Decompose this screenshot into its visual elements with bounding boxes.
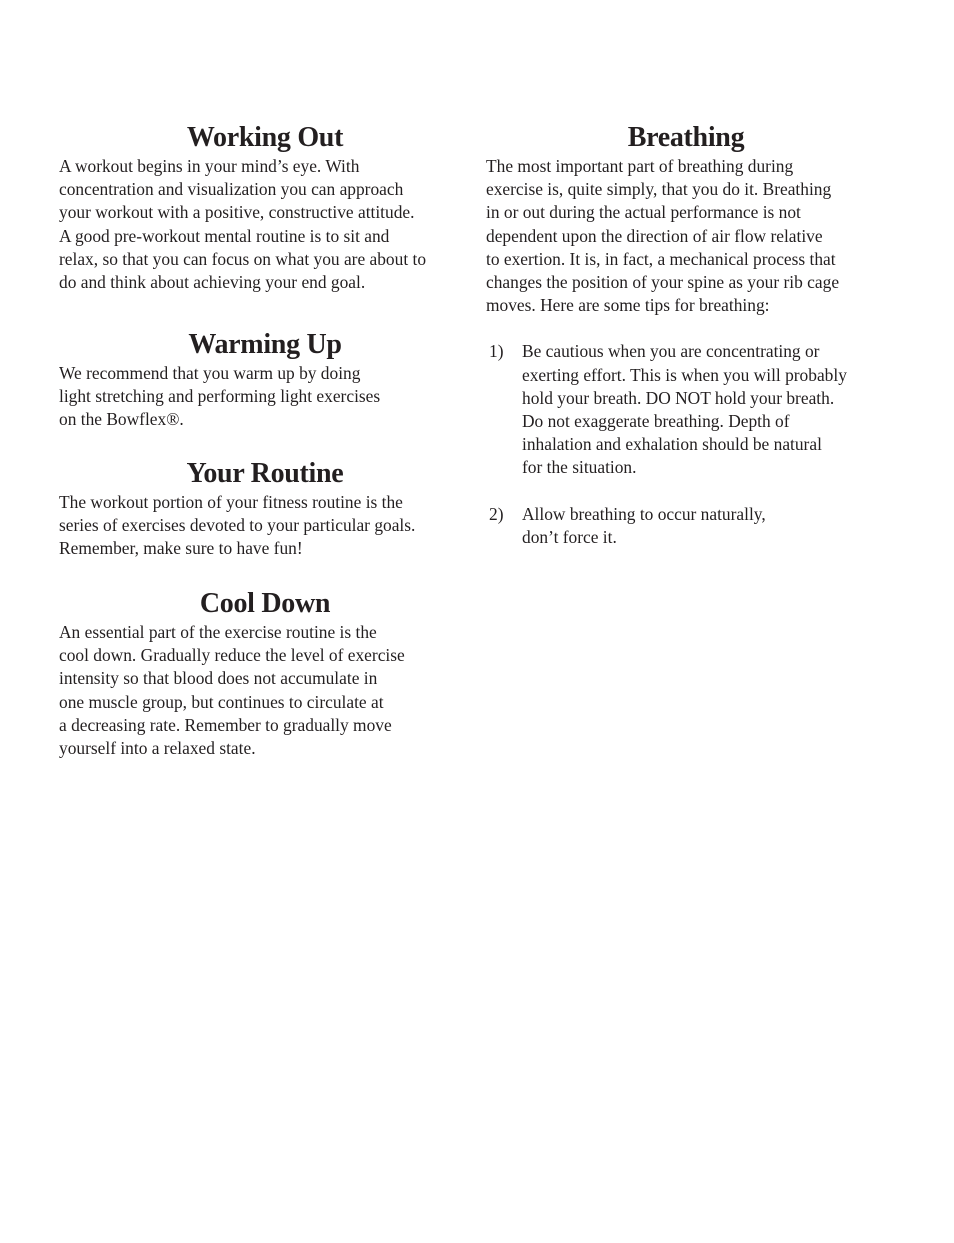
heading-cool-down: Cool Down <box>199 588 331 619</box>
list-item-text: Allow breathing to occur naturally, don’t force it. <box>522 503 766 548</box>
list-item <box>486 340 886 479</box>
list-item-text: Be cautious when you are concentrating or exerting effort. This is when you will probably hold your breath. DO NOT hold your breath. Do not exaggerate breathing. Depth of inhalation and exhalation should be natural for the situation. <box>522 341 847 478</box>
heading-warming-up: Warming Up <box>188 329 342 360</box>
section-your-routine <box>59 457 471 587</box>
body-cool-down: An essential part of the exercise routine is the cool down. Gradually reduce the level of exercise intensity so that blood does not accumulate in one muscle group, but continues to circulate at a decreasing rate. Remember to gradually move yourself into a relaxed state. <box>59 622 405 759</box>
section-breathing <box>486 121 886 549</box>
body-working-out: A workout begins in your mind’s eye. With concentration and visualization you can approach your workout with a positive, constructive attitude. A good pre-workout mental routine is to sit and relax, so that you can focus on what you are about to do and think about achieving your end goal. <box>59 156 427 293</box>
heading-breathing: Breathing <box>627 122 745 153</box>
section-warming-up <box>59 328 471 457</box>
body-warming-up: We recommend that you warm up by doing light stretching and performing light exercises on the Bowflex®. <box>59 363 381 430</box>
body-your-routine: The workout portion of your fitness routine is the series of exercises devoted to your particular goals. Remember, make sure to have fun! <box>59 492 416 559</box>
section-working-out <box>59 121 471 328</box>
heading-your-routine: Your Routine <box>186 458 344 489</box>
list-item-number: 2) <box>489 503 504 524</box>
left-column <box>59 121 471 757</box>
section-cool-down <box>59 587 471 757</box>
right-column <box>486 121 886 572</box>
list-item-number: 1) <box>489 341 504 362</box>
list-item <box>486 503 886 549</box>
breathing-tips-list <box>486 340 886 549</box>
body-breathing: The most important part of breathing during exercise is, quite simply, that you do it. Breathing in or out during the actual performance is not dependent upon the direction of air flow relative to exertion. It is, in fact, a mechanical process that changes the position of your spine as your rib cage moves. Here are some tips for breathing: <box>486 156 840 316</box>
heading-working-out: Working Out <box>186 122 344 153</box>
